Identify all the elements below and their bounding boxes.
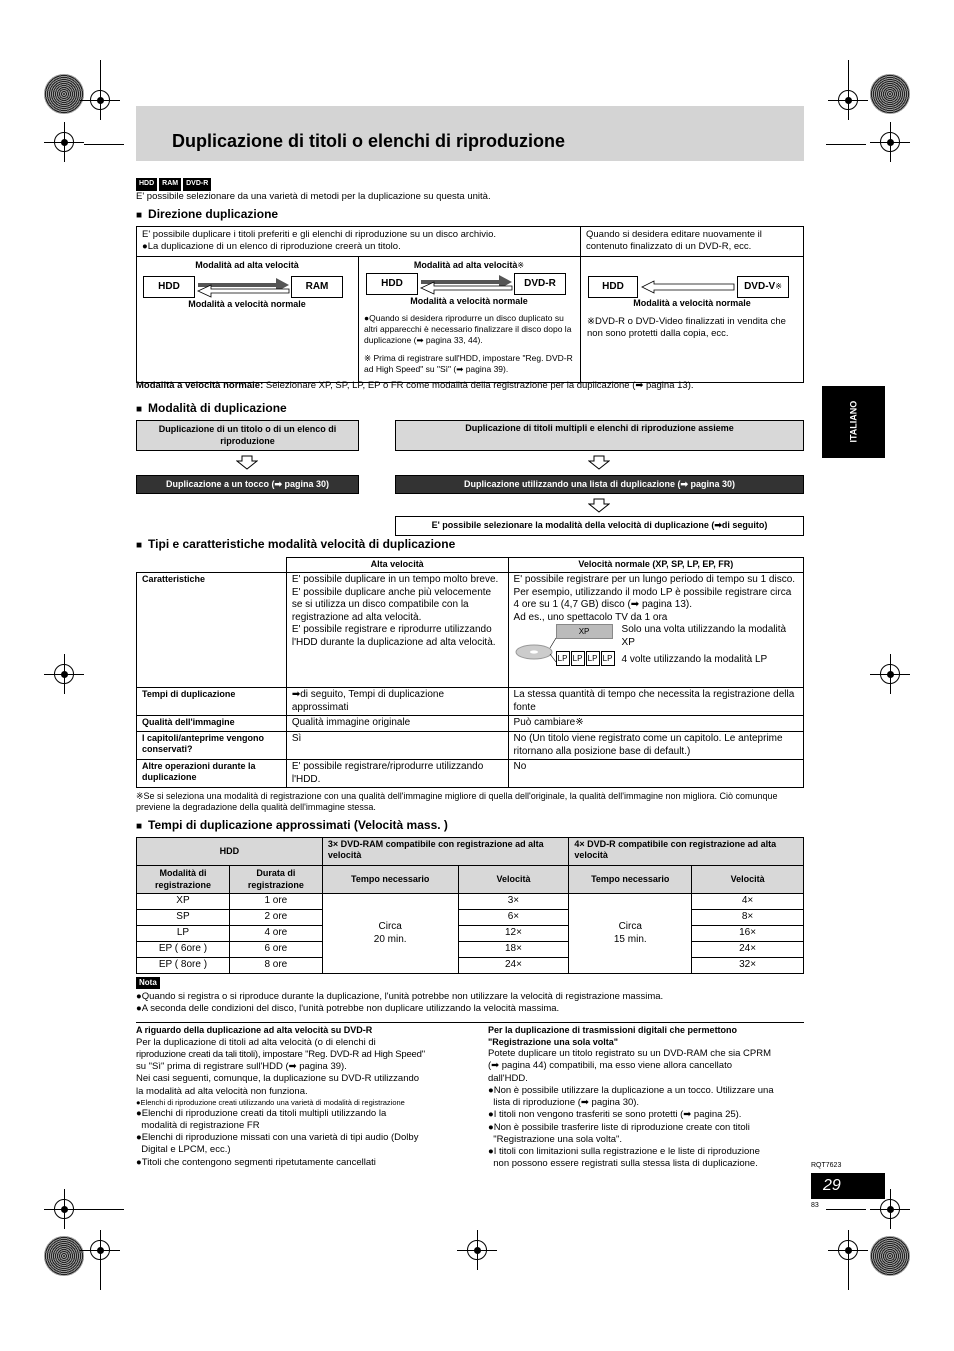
text-line: Nei casi seguenti, comunque, la duplicazione su DVD-R utilizzando <box>136 1073 420 1085</box>
subheader: Velocità <box>458 866 569 894</box>
col3-bottom-label: Modalità a velocità normale <box>633 298 751 308</box>
sub-page-number: 83 <box>811 1202 819 1209</box>
side-tab-label: ITALIANO <box>847 401 858 443</box>
header-dvdram: 3× DVD-RAM compatibile con registrazione ad alta velocità <box>322 838 569 866</box>
section-heading-direzione: ■ Direzione duplicazione <box>136 207 278 223</box>
text-line: dall'HDD. <box>488 1072 528 1084</box>
speed-cell: 8× <box>692 910 804 926</box>
cell-normal: E' possibile registrare per un lungo periodo di tempo su 1 disco. Per esempio, utilizzando il modo LP è possibile registrare circa 4 ore su 1 (4,7 GB) disco (➡ pagina 13). Ad es., uno spettacolo TV da 1 ora <box>513 574 796 623</box>
speed-cell: 16× <box>692 926 804 942</box>
col2-top-mark: ※ <box>517 261 525 270</box>
text-line: Per la duplicazione di titoli ad alta velocità (o di elenchi di <box>136 1036 376 1048</box>
col2-note-2: ※ Prima di registrare sull'HDD, impostare "Reg. DVD-R ad High Speed" su "Sì" (➡ pagina 39). <box>364 353 573 375</box>
nota-label: Nota <box>136 977 160 989</box>
text-line: ●Non è possibile utilizzare la duplicazione a un tocco. Utilizzare una <box>488 1084 774 1096</box>
text-line: ●Titoli che contengono segmenti ripetutamente cancellati <box>136 1156 376 1168</box>
nota-item: ●Quando si registra o si riproduce durante la duplicazione, l'unità potrebbe non utilizzare la velocità di registrazione massima. <box>136 991 664 1002</box>
duration-cell: 8 ore <box>229 958 322 974</box>
badge-dvdr: DVD-R <box>183 178 211 191</box>
divider <box>136 256 804 257</box>
col2-note-1: ●Quando si desidera riprodurre un disco duplicato su altri apparecchi è necessario finalizzare il disco dopo la duplicazione (➡ pagina 33, 44). <box>364 313 572 346</box>
footnote-bold: Modalità a velocità normale: <box>136 380 264 391</box>
table-row <box>137 926 804 942</box>
cell-normal: No <box>508 760 803 788</box>
xp-caption: Solo una volta utilizzando la modalità XP <box>621 624 787 648</box>
bottom-right-column <box>488 1025 804 1171</box>
down-arrow-icon <box>588 455 610 470</box>
characteristics-table <box>136 557 804 788</box>
page-title: Duplicazione di titoli o elenchi di riproduzione <box>172 131 566 151</box>
col2-top-text: Modalità ad alta velocità <box>413 260 518 270</box>
table-row <box>137 942 804 958</box>
intro-text: E' possibile selezionare da una varietà di metodi per la duplicazione su questa unità. <box>136 191 491 202</box>
header-dvdr: 4× DVD-R compatibile con registrazione ad alta velocità <box>569 838 804 866</box>
cell-normal: La stessa quantità di tempo che necessita la registrazione della fonte <box>508 688 803 716</box>
text-line: ●I titoli con limitazioni sulla registrazione e le liste di riproduzione <box>488 1146 760 1158</box>
model-code: RQT7623 <box>811 1162 842 1169</box>
header-high-speed: Alta velocità <box>286 558 508 573</box>
nota-list <box>136 991 804 1015</box>
registration-disc-icon <box>44 1236 84 1276</box>
mode-cell: EP ( 8ore ) <box>137 958 230 974</box>
device-hdd: HDD <box>366 273 418 295</box>
crop-line <box>100 60 101 100</box>
page-number: 29 <box>811 1173 885 1199</box>
speed-cell: 32× <box>692 958 804 974</box>
one-touch-button: Duplicazione a un tocco (➡ pagina 30) <box>136 475 359 494</box>
xp-block: XP <box>556 624 613 639</box>
row-label: Qualità dell'immagine <box>137 716 287 732</box>
lp-block: LP <box>556 651 570 666</box>
cell-normal: No (Un titolo viene registrato come un capitolo. Le anteprime ritornano alla posizione base di default.) <box>508 732 803 760</box>
crop-line <box>826 144 866 145</box>
cell-normal: Può cambiare※ <box>508 716 803 732</box>
direzione-left-text-1: E' possibile duplicare i titoli preferiti e gli elenchi di riproduzione su un disco archivio. <box>142 229 497 240</box>
cell-high: Sì <box>286 732 508 760</box>
lp-block: LP <box>586 651 600 666</box>
left-arrow-icon <box>640 280 736 294</box>
lp-block: LP <box>601 651 615 666</box>
tipi-footnote: ※Se si seleziona una modalità di registrazione con una qualità dell'immagine migliore di quella dell'originale, la qualità dell'immagine non migliora. Ciò comunque previene la degradazione della qualità dell'immagine stessa. <box>136 791 778 813</box>
crop-line <box>84 144 124 145</box>
subheader: Modalità di registrazione <box>137 866 230 894</box>
device-hdd: HDD <box>588 276 638 298</box>
text-line: Digital e LPCM, ecc.) <box>136 1144 231 1156</box>
mode-box-single: Duplicazione di un titolo o di un elenco di riproduzione <box>136 420 359 451</box>
section-heading-modalita: ■ Modalità di duplicazione <box>136 401 287 417</box>
text-line: ●I titoli non vengono trasferiti se sono protetti (➡ pagina 25). <box>488 1109 742 1121</box>
row-label: Altre operazioni durante la duplicazione <box>137 760 287 788</box>
speed-cell: 24× <box>458 958 569 974</box>
col2-bottom-label: Modalità a velocità normale <box>410 296 528 306</box>
section-heading-tipi: ■ Tipi e caratteristiche modalità velocità di duplicazione <box>136 537 455 553</box>
text-line: ●Non è possibile trasferire liste di riproduzione create con titoli <box>488 1121 750 1133</box>
dvdv-mark: ※ <box>775 282 782 291</box>
table-row <box>137 732 804 760</box>
table-row <box>137 688 804 716</box>
section-heading-tempi: ■ Tempi di duplicazione approssimati (Velocità mass. ) <box>136 818 448 834</box>
crosshair-icon <box>870 122 910 162</box>
table-row <box>137 910 804 926</box>
down-arrow-icon <box>236 455 258 470</box>
list-duplication-button: Duplicazione utilizzando una lista di duplicazione (➡ pagina 30) <box>395 475 804 494</box>
direzione-left-text-2: ●La duplicazione di un elenco di riproduzione creerà un titolo. <box>142 241 401 253</box>
table-row <box>137 958 804 974</box>
row-label: Tempi di duplicazione <box>137 688 287 716</box>
text-line: modalità di registrazione FR <box>136 1119 260 1131</box>
footnote-text: Selezionare XP, SP, LP, EP o FR come modalità della registrazione per la duplicazione (➡ pagina 13). <box>263 380 694 391</box>
registration-disc-icon <box>44 74 84 114</box>
dvdv-label: DVD-V <box>744 280 776 292</box>
crop-line <box>826 1209 866 1210</box>
table-row <box>137 760 804 788</box>
speed-cell: 12× <box>458 926 569 942</box>
bottom-right-title: Per la duplicazione di trasmissioni digitali che permettono <box>488 1025 738 1035</box>
speed-cell: 3× <box>458 894 569 910</box>
mode-cell: SP <box>137 910 230 926</box>
nota-item: ●A seconda delle condizioni del disco, l'unità potrebbe non duplicare utilizzando la velocità massima. <box>136 1003 560 1015</box>
device-hdd: HDD <box>143 276 195 298</box>
text-line: lista di riproduzione (➡ pagina 30). <box>488 1097 640 1109</box>
lp-block: LP <box>571 651 585 666</box>
subheader: Velocità <box>692 866 804 894</box>
cell-high: Qualità immagine originale <box>286 716 508 732</box>
divider <box>136 1022 804 1023</box>
crop-line <box>848 1250 849 1290</box>
bottom-left-title: A riguardo della duplicazione ad alta velocità su DVD-R <box>136 1025 373 1035</box>
text-line: Potete duplicare un titolo registrato su un DVD-RAM che sia CPRM <box>488 1048 772 1060</box>
registration-disc-icon <box>870 74 910 114</box>
subheader: Tempo necessario <box>569 866 692 894</box>
text-line: ●Elenchi di riproduzione creati utilizzando una varietà di modalità di registrazione <box>136 1097 405 1107</box>
badge-ram: RAM <box>159 178 181 191</box>
lp-caption: 4 volte utilizzando la modalità LP <box>621 654 768 665</box>
cell-high: ➡di seguito, Tempi di duplicazione approssimati <box>286 688 508 716</box>
double-arrow-icon <box>419 273 514 295</box>
duration-cell: 6 ore <box>229 942 322 958</box>
mode-cell: EP ( 6ore ) <box>137 942 230 958</box>
crosshair-icon <box>44 1189 84 1229</box>
cell-high: E' possibile duplicare in un tempo molto breve. E' possibile duplicare anche più velocemente se si utilizza un disco compatibile con la registrazione ad alta velocità. E' possibile registrare e riprodurre utilizzando l'HDD durante la duplicazione ad alta velocità. <box>286 573 508 688</box>
device-dvdv <box>737 276 789 298</box>
crosshair-icon <box>44 122 84 162</box>
format-badges <box>136 178 213 192</box>
divider <box>358 256 359 383</box>
lp-blocks <box>556 651 615 666</box>
xp-lp-illustration <box>514 624 798 672</box>
duration-cell: 4 ore <box>229 926 322 942</box>
col3-note: ※DVD-R o DVD-Video finalizzati in vendita che non sono protetti dalla copia, ecc. <box>587 316 786 340</box>
device-ram: RAM <box>291 276 343 298</box>
cell-high: E' possibile registrare/riprodurre utilizzando l'HDD. <box>286 760 508 788</box>
text-line: "Registrazione una sola volta". <box>488 1133 623 1145</box>
col1-top-label: Modalità ad alta velocità <box>195 260 299 270</box>
subheader: Tempo necessario <box>322 866 458 894</box>
crop-line <box>100 1250 101 1290</box>
badge-hdd: HDD <box>136 178 157 191</box>
text-line: riproduzione creati da tali titoli), impostare "Reg. DVD-R ad High Speed" <box>136 1048 425 1060</box>
bottom-right-title: "Registrazione una sola volta" <box>488 1036 619 1047</box>
crosshair-icon <box>870 654 910 694</box>
col1-bottom-label: Modalità a velocità normale <box>188 299 306 309</box>
mode-box-multiple: Duplicazione di titoli multipli e elenchi di riproduzione assieme <box>395 420 804 451</box>
header-normal-speed: Velocità normale (XP, SP, LP, EP, FR) <box>508 558 803 573</box>
header-hdd: HDD <box>137 838 323 866</box>
text-line: la modalità ad alta velocità non funziona. <box>136 1085 308 1097</box>
row-label: Caratteristiche <box>137 573 287 688</box>
down-arrow-icon <box>588 498 610 513</box>
crop-line <box>848 60 849 100</box>
crosshair-icon <box>44 654 84 694</box>
crop-line <box>84 1209 124 1210</box>
dvdr-time-cell: Circa 15 min. <box>569 894 692 974</box>
direzione-footnote <box>136 380 694 392</box>
mode-cell: XP <box>137 894 230 910</box>
mode-cell: LP <box>137 926 230 942</box>
side-tab <box>822 386 885 458</box>
text-line: non possono essere registrati sulla stessa lista di duplicazione. <box>488 1158 758 1170</box>
device-dvdr: DVD-R <box>514 273 566 295</box>
row-label: I capitoli/anteprime vengono conservati? <box>137 732 287 760</box>
text-line: su "Sì" prima di registrare sull'HDD (➡ pagina 39). <box>136 1061 347 1073</box>
col2-top-label <box>358 260 580 271</box>
text-line: (➡ pagina 44) compatibili, ma esso viene allora cancellato <box>488 1060 733 1072</box>
table-row <box>137 894 804 910</box>
registration-disc-icon <box>870 1236 910 1276</box>
crosshair-icon <box>457 1230 497 1270</box>
duration-cell: 1 ore <box>229 894 322 910</box>
times-table <box>136 837 804 974</box>
table-row <box>137 573 804 688</box>
speed-cell: 4× <box>692 894 804 910</box>
direzione-right-text: Quando si desidera editare nuovamente il contenuto finalizzato di un DVD-R, ecc. <box>586 229 762 253</box>
speed-cell: 24× <box>692 942 804 958</box>
bottom-left-column <box>136 1025 466 1169</box>
subheader: Durata di registrazione <box>229 866 322 894</box>
text-line: ●Elenchi di riproduzione missati con una varietà di tipi audio (Dolby <box>136 1132 419 1144</box>
table-row <box>137 716 804 732</box>
ram-time-cell: Circa 20 min. <box>322 894 458 974</box>
speed-cell: 18× <box>458 942 569 958</box>
duration-cell: 2 ore <box>229 910 322 926</box>
speed-mode-box: E' possibile selezionare la modalità della velocità di duplicazione (➡di seguito) <box>395 516 804 536</box>
speed-cell: 6× <box>458 910 569 926</box>
text-line: ●Elenchi di riproduzione creati da titoli multipli utilizzando la <box>136 1107 387 1119</box>
double-arrow-icon <box>196 276 291 298</box>
